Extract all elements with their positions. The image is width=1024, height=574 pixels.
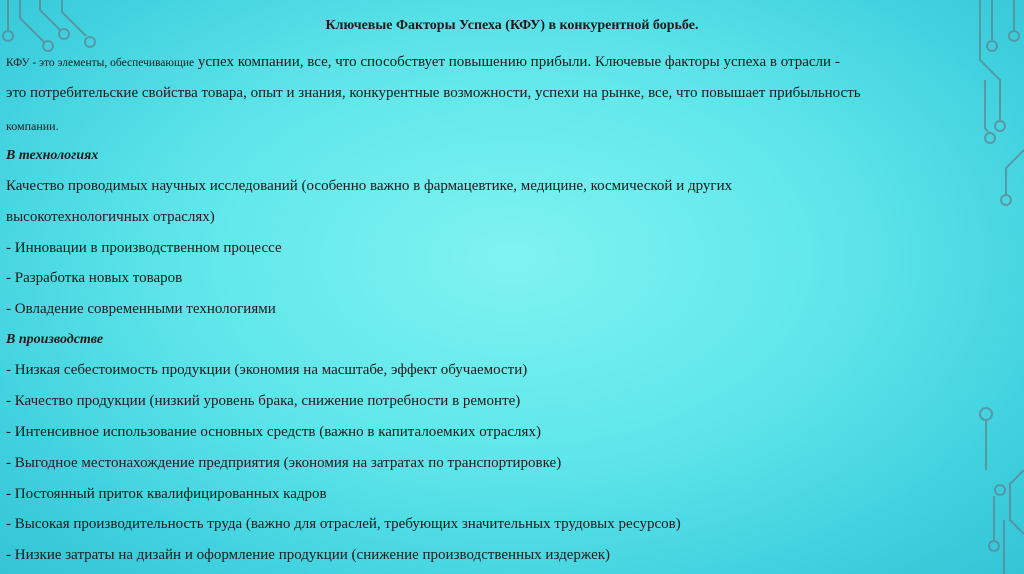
list-item: - Высокая производительность труда (важно для отраслей, требующих значительных трудовых ресурсов) bbox=[6, 516, 681, 532]
intro-line-1-small: КФУ - это элементы, обеспечивающие bbox=[6, 57, 195, 69]
list-item: - Овладение современными технологиями bbox=[6, 301, 276, 317]
list-item: - Интенсивное использование основных средств (важно в капиталоемких отраслях) bbox=[6, 424, 541, 440]
list-item: - Выгодное местонахождение предприятия (экономия на затратах по транспортировке) bbox=[6, 455, 562, 471]
list-item: - Инновации в производственном процессе bbox=[6, 240, 282, 256]
list-item: - Качество продукции (низкий уровень брака, снижение потребности в ремонте) bbox=[6, 393, 521, 409]
intro-line-1 bbox=[6, 53, 840, 72]
list-item: - Низкая себестоимость продукции (экономия на масштабе, эффект обучаемости) bbox=[6, 362, 528, 378]
list-item: высокотехнологичных отраслях) bbox=[6, 209, 215, 225]
intro-line-3: компании. bbox=[6, 119, 59, 133]
intro-line-1-rest: успех компании, все, что способствует повышению прибыли. Ключевые факторы успеха в отрасли - bbox=[194, 54, 840, 70]
slide-title: Ключевые Факторы Успеха (КФУ) в конкурентной борьбе. bbox=[325, 18, 699, 33]
list-item: - Низкие затраты на дизайн и оформление продукции (снижение производственных издержек) bbox=[6, 547, 611, 563]
intro-line-2: это потребительские свойства товара, опыт и знания, конкурентные возможности, успехи на рынке, все, что повышает прибыльность bbox=[6, 85, 861, 101]
list-item: - Разработка новых товаров bbox=[6, 270, 183, 286]
list-item: - Постоянный приток квалифицированных кадров bbox=[6, 486, 327, 502]
section-heading-technology: В технологиях bbox=[6, 148, 99, 163]
section-heading-production: В производстве bbox=[6, 332, 104, 347]
list-item: Качество проводимых научных исследований (особенно важно в фармацевтике, медицине, космической и других bbox=[6, 178, 733, 194]
